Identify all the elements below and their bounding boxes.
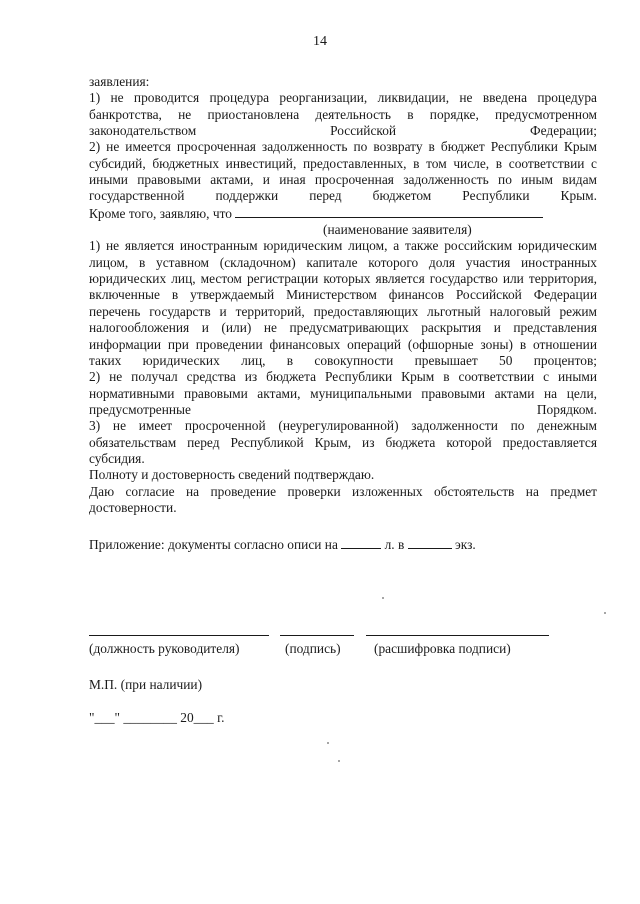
attachment-copies-field[interactable] bbox=[408, 536, 452, 549]
scan-speck bbox=[338, 760, 340, 762]
attachment-suffix: экз. bbox=[455, 537, 476, 553]
date-line: "___" ________ 20___ г. bbox=[89, 710, 225, 725]
applicant-caption-line bbox=[89, 222, 597, 238]
scan-speck bbox=[382, 597, 384, 599]
decoding-label: (расшифровка подписи) bbox=[374, 641, 511, 656]
scan-speck bbox=[327, 742, 329, 744]
also-declare-line bbox=[89, 205, 597, 222]
paragraph-consent bbox=[89, 484, 597, 517]
document-body bbox=[89, 74, 597, 554]
no-overdue-debt-text: 2) не имеется просроченная задолженность по возврату в бюджет Республики Крым субсидий, бюджетных инвестиций, предоставленных, в том числе, в соответствии с иными правовыми актами, и иная просроченная задолженность по иным видам государственной поддержки перед бюджетом Республики Крым. bbox=[89, 139, 597, 204]
stamp-placeholder: М.П. (при наличии) bbox=[89, 677, 203, 692]
continuation-line bbox=[89, 74, 597, 90]
paragraph-no-funds-received bbox=[89, 369, 597, 418]
position-label: (должность руководителя) bbox=[89, 641, 240, 656]
continuation-text: заявления: bbox=[89, 74, 150, 89]
not-foreign-text: 1) не является иностранным юридическим лицом, а также российским юридическим лицом, в уставном (складочном) капитале которого доля участия иностранных юридических лиц, местом регистрации которых является государство или территория, включенные в утверждаемый Министерством финансов Российской Федерации перечень государств и территорий, предоставляющих льготный налоговый режим налогообложения и (или) не предусматривающих раскрытия и представления информации при проведении финансовых операций (офшорные зоны) в отношении таких юридических лиц, в совокупности превышает 50 процентов; bbox=[89, 238, 597, 368]
attachment-prefix: Приложение: документы согласно описи на bbox=[89, 537, 338, 553]
no-funds-received-text: 2) не получал средства из бюджета Республики Крым в соответствии с иными нормативными правовыми актами, муниципальными правовыми актами на цели, предусмотренные Порядком. bbox=[89, 369, 597, 417]
applicant-caption: (наименование заявителя) bbox=[323, 222, 472, 238]
decoding-field[interactable] bbox=[366, 635, 549, 636]
page-number: 14 bbox=[313, 34, 327, 49]
scan-speck bbox=[604, 612, 606, 614]
position-field[interactable] bbox=[89, 635, 269, 636]
applicant-name-field[interactable] bbox=[235, 205, 543, 218]
attachment-middle: л. в bbox=[384, 537, 405, 553]
no-unsettled-debt-text: 3) не имеет просроченной (неурегулированной) задолженности по денежным обязательствам перед Республикой Крым, из бюджета которой предоставляется субсидия. bbox=[89, 418, 597, 466]
paragraph-not-foreign bbox=[89, 238, 597, 369]
consent-text: Даю согласие на проведение проверки изложенных обстоятельств на предмет достоверности. bbox=[89, 483, 597, 515]
attachment-sheets-field[interactable] bbox=[341, 536, 381, 549]
confirmation-text: Полноту и достоверность сведений подтверждаю. bbox=[89, 467, 375, 483]
signature-lines bbox=[89, 622, 559, 636]
paragraph-no-overdue-debt bbox=[89, 139, 597, 204]
reorganization-text: 1) не проводится процедура реорганизации, ликвидации, не введена процедура банкротства, не приостановлена деятельность в порядке, предусмотренном законодательством Российской Федерации; bbox=[89, 90, 597, 139]
signature-label: (подпись) bbox=[285, 641, 341, 656]
paragraph-no-unsettled-debt bbox=[89, 418, 597, 467]
signature-field[interactable] bbox=[280, 635, 354, 636]
attachment-line bbox=[89, 536, 597, 553]
paragraph-reorganization bbox=[89, 90, 597, 139]
confirmation-line bbox=[89, 467, 597, 483]
also-declare-text: Кроме того, заявляю, что bbox=[89, 205, 232, 221]
